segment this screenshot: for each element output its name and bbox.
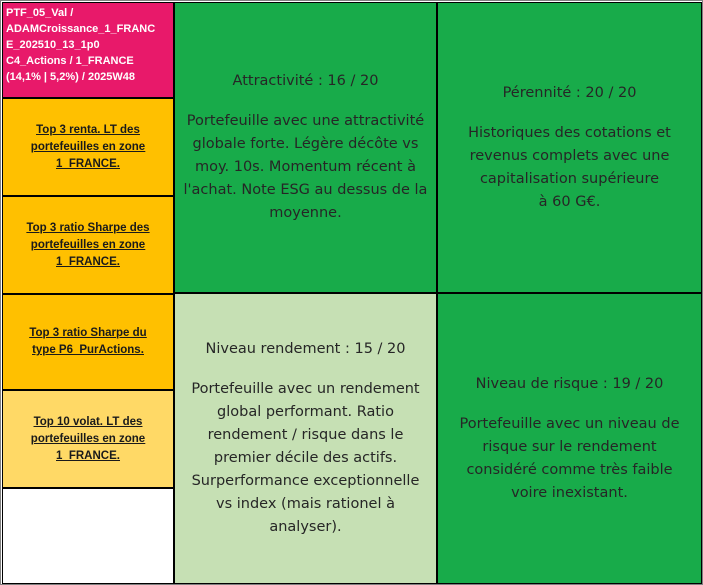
top10-volat-link-cell[interactable]	[2, 390, 174, 488]
risque-panel	[437, 293, 702, 584]
link-line[interactable]: Top 3 ratio Sharpe des	[26, 221, 150, 234]
description-line: global performant. Ratio	[217, 404, 394, 420]
link-line[interactable]: portefeuilles en zone	[30, 432, 146, 445]
perennite-panel	[437, 2, 702, 293]
attractivite-panel	[174, 2, 437, 293]
description-line: moy. 10s. Momentum récent à	[194, 159, 416, 175]
portfolio-title-line: (14,1% | 5,2%) / 2025W48	[6, 71, 136, 83]
description-line: rendement / risque dans le	[207, 427, 404, 443]
portfolio-title-line: C4_Actions / 1_FRANCE	[6, 55, 134, 67]
top3-sharpe-zone-link[interactable]	[26, 220, 149, 271]
attractivite-heading: Attractivité : 16 / 20	[232, 73, 379, 89]
portfolio-title-line: ADAMCroissance_1_FRANC	[6, 23, 156, 35]
top3-sharpe-type-link-cell[interactable]	[2, 294, 174, 390]
link-line[interactable]: 1_FRANCE.	[56, 157, 120, 170]
risque-description	[460, 413, 680, 505]
description-line: vs index (mais rationel à	[216, 496, 395, 512]
empty-cell	[2, 488, 174, 584]
link-line[interactable]: 1_FRANCE.	[56, 449, 120, 462]
description-line: capitalisation supérieure	[479, 170, 660, 187]
description-line: Surperformance exceptionnelle	[191, 473, 420, 489]
description-line: Portefeuille avec une attractivité	[186, 113, 425, 129]
description-line: Portefeuille avec un rendement	[191, 381, 420, 397]
portfolio-title-line: E_202510_13_1p0	[6, 39, 100, 51]
rendement-description	[191, 378, 419, 539]
top10-volat-link[interactable]	[31, 414, 145, 465]
description-line: considéré comme très faible	[466, 461, 673, 478]
portfolio-title-line: PTF_05_Val /	[6, 7, 74, 19]
description-line: Historiques des cotations et	[468, 124, 671, 141]
rendement-panel	[174, 293, 437, 584]
description-line: voire inexistant.	[511, 484, 628, 501]
description-line: risque sur le rendement	[482, 438, 657, 455]
description-line: moyenne.	[269, 205, 342, 221]
top3-renta-link[interactable]	[31, 122, 145, 173]
description-line: Portefeuille avec un niveau de	[459, 415, 680, 432]
description-line: revenus complets avec une	[469, 147, 670, 164]
link-line[interactable]: portefeuilles en zone	[30, 238, 146, 251]
description-line: analyser).	[269, 519, 342, 535]
link-line[interactable]: Top 3 ratio Sharpe du	[29, 327, 147, 339]
top3-sharpe-type-link[interactable]	[29, 325, 146, 359]
top3-sharpe-zone-link-cell[interactable]	[2, 196, 174, 294]
link-line[interactable]: Top 3 renta. LT des	[36, 123, 140, 136]
risque-heading: Niveau de risque : 19 / 20	[475, 375, 664, 392]
rendement-heading: Niveau rendement : 15 / 20	[205, 341, 406, 357]
perennite-heading: Pérennité : 20 / 20	[502, 84, 637, 101]
link-line[interactable]: 1_FRANCE.	[56, 255, 120, 268]
link-line[interactable]: type P6_PurActions.	[32, 344, 144, 356]
description-line: premier décile des actifs.	[213, 450, 398, 466]
top3-renta-link-cell[interactable]	[2, 98, 174, 196]
attractivite-description	[184, 110, 428, 225]
description-line: à 60 G€.	[538, 193, 601, 210]
description-line: l'achat. Note ESG au dessus de la	[183, 182, 428, 198]
perennite-description	[468, 122, 671, 214]
description-line: globale forte. Légère décôte vs	[192, 136, 419, 152]
portfolio-title-cell	[2, 2, 174, 98]
link-line[interactable]: Top 10 volat. LT des	[33, 415, 143, 428]
link-line[interactable]: portefeuilles en zone	[30, 140, 146, 153]
